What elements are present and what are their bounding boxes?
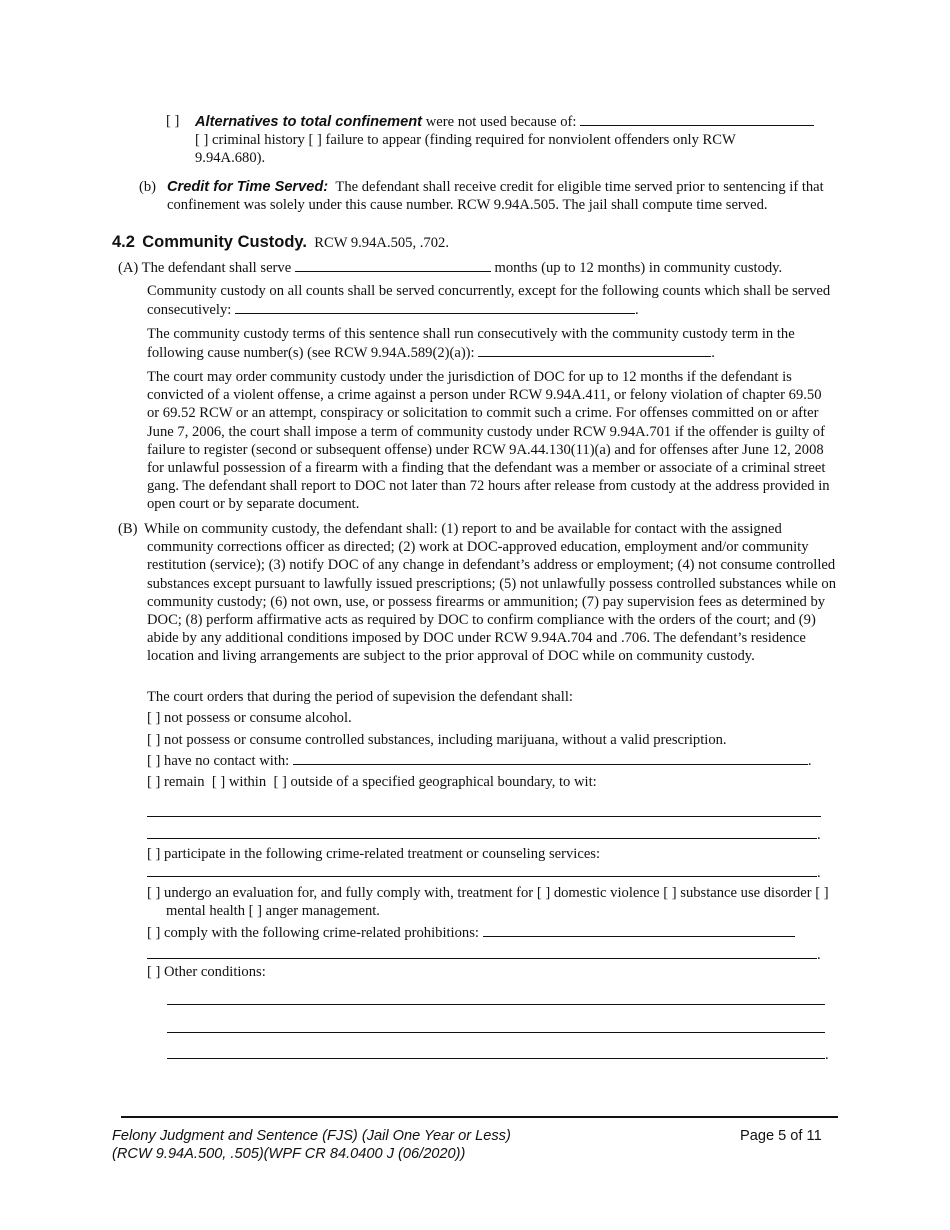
concurrent-text: Community custody on all counts shall be served concurrently, except for the following counts which shall be served consecutively: [147,283,831,319]
remain-checkbox-item[interactable]: [ ] remain [ ] within [ ] outside of a specified geographical boundary, to wit: [147,774,597,790]
court-custody-paragraph: The court may order community custody under the jurisdiction of DOC for up to 12 months if the defendant is convicted of a violent offense, a crime against a person under RCW 9.94A.411, or felony violation of chapter 69.50 or 69.52 RCW or an attempt, conspiracy or solicitation to commit such a crime. For offenses committed on or after June 7, 2006, the court shall impose a term of community custody under RCW 9.94A.701 if the offender is guilty of failure to register (second or subsequent offense) under RCW 9A.44.130(11)(a) and for offenses after June 12, 2008 for unlawful possession of a firearm with a finding that the defendant was a member or associate of a criminal street gang. The defendant shall report to DOC not later than 72 hours after release from custody at the address provided in open court or by separate document. [147,369,830,513]
partA-label: (A) [118,260,139,276]
boundary-line-1[interactable] [147,816,821,817]
other-conditions-checkbox-item[interactable]: [ ] Other conditions: [147,964,266,980]
partA-serve [118,258,782,277]
concurrent-paragraph [147,282,837,319]
page-number: Page 5 of 11 [740,1128,822,1144]
other-line-1[interactable] [167,1004,825,1005]
prohibitions-item [147,923,795,942]
boundary-line-2[interactable] [147,838,817,839]
other-line-2[interactable] [167,1032,825,1033]
section-number: 4.2 [112,233,135,251]
section-title: Community Custody. [142,233,307,251]
contact-checkbox[interactable]: [ ] have no contact with: [147,753,293,769]
partA-serve-pre: The defendant shall serve [141,260,295,276]
treatment-checkbox-item[interactable]: [ ] participate in the following crime-related treatment or counseling services: [147,846,601,862]
credit-paragraph [167,178,842,214]
contact-blank[interactable] [293,751,808,765]
concurrent-period: . [634,302,639,319]
terms-period: . [711,345,715,362]
terms-paragraph [147,325,837,362]
consecutive-counts-blank[interactable] [235,300,635,314]
alternatives-line [195,112,840,131]
alternatives-title: Alternatives to total confinement [195,114,423,130]
treatment-line[interactable] [147,876,817,877]
substances-checkbox-item[interactable]: [ ] not possess or consume controlled substances, including marijuana, without a valid prescription. [147,732,727,748]
alternatives-options: [ ] criminal history [ ] failure to appear (finding required for nonviolent offenders only RCW 9.94A.680). [195,132,736,167]
cause-number-blank[interactable] [478,343,711,357]
section-heading [112,233,449,252]
prohibitions-line[interactable] [147,958,817,959]
terms-text: The community custody terms of this sentence shall run consecutively with the community custody term in the following cause number(s) (see RCW 9.94A.589(2)(a)): [147,326,795,362]
treatment-period: . [817,865,821,881]
credit-text: The defendant shall receive credit for eligible time served prior to sentencing if that confinement was solely under this cause number. RCW 9.94A.505. The jail shall compute time served. [167,179,824,214]
partB-label: (B) [118,521,138,537]
contact-item [147,751,812,770]
section-ref: RCW 9.94A.505, .702. [314,235,449,251]
contact-period: . [807,753,812,769]
footer-title-line2: (RCW 9.94A.500, .505)(WPF CR 84.0400 J (06/2020)) [112,1146,466,1162]
boundary-period: . [817,827,821,843]
alternatives-blank[interactable] [580,112,814,126]
footer-title-line1: Felony Judgment and Sentence (FJS) (Jail One Year or Less) [112,1128,511,1144]
other-line-3[interactable] [167,1058,825,1059]
orders-intro: The court orders that during the period of supevision the defendant shall: [147,689,573,705]
partA-serve-post: months (up to 12 months) in community custody. [490,260,783,276]
credit-title: Credit for Time Served: [167,179,329,195]
partB-paragraph: While on community custody, the defendant shall: (1) report to and be available for contact with the assigned community corrections officer as directed; (2) work at DOC-approved education, employment and/or community restitution (service); (3) notify DOC of any change in defendant’s address or employment; (4) not consume controlled substances except pursuant to lawfully issued prescriptions; (5) not unlawfully possess controlled substances while on community custody; (6) not own, use, or possess firearms or ammunition; (7) pay supervision fees as determined by DOC; (8) perform affirmative acts as required by DOC to confirm compliance with the orders of the court; and (9) abide by any additional conditions imposed by DOC under RCW 9.94A.704 and .706. The defendant’s residence location and living arrangements are subject to the prior approval of DOC while on community custody. [144,521,837,665]
alternatives-text: were not used because of: [422,114,581,130]
prohibitions-checkbox[interactable]: [ ] comply with the following crime-related prohibitions: [147,925,483,941]
evaluation-checkbox-item[interactable]: [ ] undergo an evaluation for, and fully comply with, treatment for [ ] domestic violence [ ] substance use disorder [ ] mental health [ ] anger management. [147,885,829,920]
prohibitions-blank[interactable] [483,923,795,937]
footer-rule [121,1116,838,1118]
alternatives-checkbox[interactable]: [ ] [166,113,180,129]
months-blank[interactable] [295,258,491,272]
other-period: . [825,1047,829,1063]
alcohol-checkbox-item[interactable]: [ ] not possess or consume alcohol. [147,710,352,726]
prohibitions-period: . [817,947,821,963]
credit-label: (b) [139,179,157,195]
